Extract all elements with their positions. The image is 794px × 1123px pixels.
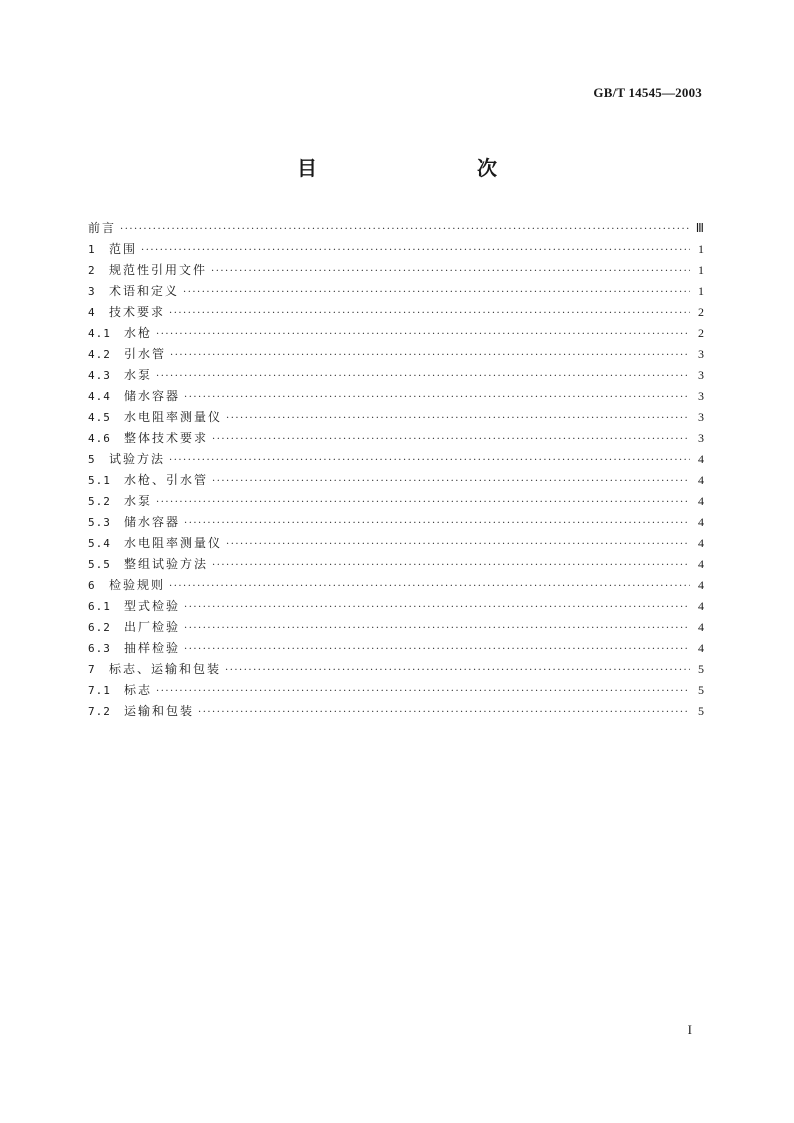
toc-entry-number: 5.5 xyxy=(88,558,111,571)
toc-entry[interactable] xyxy=(88,533,704,554)
dot-leader xyxy=(184,387,690,408)
toc-entry-page: 4 xyxy=(698,599,704,613)
toc-entry-label: 水枪 xyxy=(124,326,153,340)
toc-entry[interactable] xyxy=(88,281,704,302)
toc-entry-page: 5 xyxy=(698,704,704,718)
toc-entry-page: Ⅲ xyxy=(695,221,704,235)
toc-entry[interactable] xyxy=(88,449,704,470)
toc-entry-page: 1 xyxy=(698,284,704,298)
toc-entry-number: 4.1 xyxy=(88,327,111,340)
toc-entry[interactable] xyxy=(88,470,704,491)
toc-entry-number: 4.2 xyxy=(88,348,111,361)
toc-entry-label: 检验规则 xyxy=(109,578,166,592)
dot-leader xyxy=(156,681,690,702)
toc-entry-page: 4 xyxy=(698,578,704,592)
toc-entry-label: 标志 xyxy=(124,683,153,697)
toc-entry-page: 4 xyxy=(698,494,704,508)
toc-entry-label: 储水容器 xyxy=(124,515,181,529)
toc-entry-number: 7.2 xyxy=(88,705,111,718)
toc-entry[interactable] xyxy=(88,659,704,680)
toc-entry-number: 5.4 xyxy=(88,537,111,550)
toc-entry[interactable] xyxy=(88,428,704,449)
toc-entry-page: 3 xyxy=(698,347,704,361)
toc-entry[interactable] xyxy=(88,491,704,512)
toc-entry-page: 4 xyxy=(698,536,704,550)
toc-entry-number: 1 xyxy=(88,243,96,256)
toc-entry-label: 抽样检验 xyxy=(124,641,181,655)
toc-entry-page: 5 xyxy=(698,662,704,676)
toc-entry-label: 引水管 xyxy=(124,347,167,361)
dot-leader xyxy=(169,576,690,597)
dot-leader xyxy=(226,408,690,429)
toc-entry[interactable] xyxy=(88,575,704,596)
dot-leader xyxy=(184,597,690,618)
toc-entry-number: 7 xyxy=(88,663,96,676)
toc-entry-label: 规范性引用文件 xyxy=(109,263,208,277)
toc-entry-page: 4 xyxy=(698,515,704,529)
toc-entry-page: 5 xyxy=(698,683,704,697)
page-number: I xyxy=(687,1022,692,1037)
toc-entry[interactable] xyxy=(88,260,704,281)
toc-entry-number: 6 xyxy=(88,579,96,592)
toc-entry-number: 5.3 xyxy=(88,516,111,529)
toc-entry[interactable] xyxy=(88,386,704,407)
page-title: 目 次 xyxy=(297,156,537,180)
dot-leader xyxy=(156,324,690,345)
toc-entry-label: 出厂检验 xyxy=(124,620,181,634)
toc-entry-number: 4.5 xyxy=(88,411,111,424)
toc-entry[interactable] xyxy=(88,617,704,638)
toc-entry[interactable] xyxy=(88,680,704,701)
toc-entry-label: 试验方法 xyxy=(109,452,166,466)
toc-entry[interactable] xyxy=(88,323,704,344)
dot-leader xyxy=(141,240,690,261)
toc-entry-page: 3 xyxy=(698,431,704,445)
dot-leader xyxy=(211,261,690,282)
toc-entry-page: 2 xyxy=(698,326,704,340)
toc-entry-label: 型式检验 xyxy=(124,599,181,613)
toc-entry-number: 6.3 xyxy=(88,642,111,655)
toc-entry[interactable] xyxy=(88,218,704,239)
toc-entry[interactable] xyxy=(88,239,704,260)
toc-entry-label: 水电阻率测量仪 xyxy=(124,536,223,550)
toc-entry-page: 3 xyxy=(698,389,704,403)
toc-entry-label: 整体技术要求 xyxy=(124,431,209,445)
toc-entry-number: 4.3 xyxy=(88,369,111,382)
toc-entry-page: 2 xyxy=(698,305,704,319)
toc-entry[interactable] xyxy=(88,365,704,386)
toc-entry-page: 3 xyxy=(698,368,704,382)
toc-entry-page: 1 xyxy=(698,263,704,277)
toc-entry-number: 6.1 xyxy=(88,600,111,613)
toc-entry-number: 5.2 xyxy=(88,495,111,508)
dot-leader xyxy=(184,639,690,660)
dot-leader xyxy=(120,219,690,240)
toc-entry-page: 4 xyxy=(698,557,704,571)
toc-entry-number: 6.2 xyxy=(88,621,111,634)
toc-entry-number: 2 xyxy=(88,264,96,277)
dot-leader xyxy=(212,429,690,450)
toc-entry-number: 4.6 xyxy=(88,432,111,445)
toc-entry[interactable] xyxy=(88,407,704,428)
dot-leader xyxy=(198,702,690,723)
toc-entry-page: 4 xyxy=(698,641,704,655)
toc-entry-label: 水泵 xyxy=(124,494,153,508)
toc-entry-label: 运输和包装 xyxy=(124,704,195,718)
toc-entry-label: 储水容器 xyxy=(124,389,181,403)
toc-entry-label: 水泵 xyxy=(124,368,153,382)
dot-leader xyxy=(226,534,690,555)
toc-entry[interactable] xyxy=(88,302,704,323)
toc-entry[interactable] xyxy=(88,512,704,533)
dot-leader xyxy=(184,513,690,534)
dot-leader xyxy=(212,471,690,492)
toc-entry[interactable] xyxy=(88,701,704,722)
dot-leader xyxy=(183,282,690,303)
toc-entry-label: 范围 xyxy=(109,242,138,256)
toc-entry-number: 4.4 xyxy=(88,390,111,403)
toc-entry-number: 3 xyxy=(88,285,96,298)
table-of-contents xyxy=(88,218,704,722)
toc-entry[interactable] xyxy=(88,554,704,575)
toc-entry-number: 5 xyxy=(88,453,96,466)
toc-entry-label: 整组试验方法 xyxy=(124,557,209,571)
dot-leader xyxy=(170,345,690,366)
toc-entry-label: 前言 xyxy=(88,221,117,235)
toc-entry-page: 3 xyxy=(698,410,704,424)
toc-entry-page: 1 xyxy=(698,242,704,256)
toc-entry-page: 4 xyxy=(698,452,704,466)
toc-entry[interactable] xyxy=(88,638,704,659)
dot-leader xyxy=(212,555,690,576)
toc-entry-label: 标志、运输和包装 xyxy=(109,662,222,676)
toc-entry-page: 4 xyxy=(698,620,704,634)
toc-entry-label: 技术要求 xyxy=(109,305,166,319)
dot-leader xyxy=(156,366,690,387)
dot-leader xyxy=(225,660,690,681)
toc-entry-label: 术语和定义 xyxy=(109,284,180,298)
toc-entry-label: 水枪、引水管 xyxy=(124,473,209,487)
dot-leader xyxy=(156,492,690,513)
toc-entry[interactable] xyxy=(88,344,704,365)
toc-entry-page: 4 xyxy=(698,473,704,487)
toc-entry[interactable] xyxy=(88,596,704,617)
dot-leader xyxy=(169,303,690,324)
toc-entry-number: 5.1 xyxy=(88,474,111,487)
toc-entry-number: 4 xyxy=(88,306,96,319)
dot-leader xyxy=(184,618,690,639)
toc-entry-label: 水电阻率测量仪 xyxy=(124,410,223,424)
toc-entry-number: 7.1 xyxy=(88,684,111,697)
dot-leader xyxy=(169,450,690,471)
standard-code: GB/T 14545—2003 xyxy=(593,85,702,100)
